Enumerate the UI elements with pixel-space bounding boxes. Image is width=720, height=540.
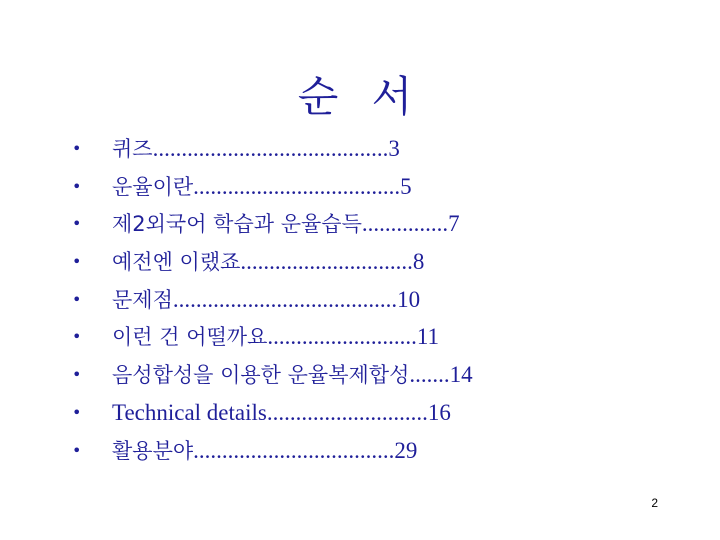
toc-item-page: 7 (448, 211, 460, 237)
table-of-contents (72, 130, 473, 469)
toc-item-dots: .......................... (267, 324, 417, 350)
toc-item-dots: ....... (409, 362, 450, 388)
toc-item-label: 음성합성을 이용한 운율복제합성 (112, 363, 410, 388)
page-number: 2 (651, 496, 658, 510)
bullet-icon: • (72, 402, 82, 422)
toc-item-page: 3 (388, 136, 400, 161)
bullet-icon: • (72, 440, 82, 460)
toc-item (72, 394, 473, 432)
toc-item-page: 11 (416, 324, 440, 350)
toc-item (72, 432, 473, 470)
toc-item-dots: ......................................... (152, 136, 389, 161)
toc-item-dots: ................................... (193, 437, 395, 463)
bullet-icon: • (72, 289, 82, 309)
toc-item-dots: ............................ (266, 399, 428, 425)
toc-item-page: 10 (397, 286, 421, 312)
toc-item-page: 8 (412, 249, 425, 275)
toc-item-label: 활용분야 (112, 438, 194, 463)
bullet-icon: • (72, 252, 82, 272)
toc-item-label: 이런 건 어떨까요 (112, 325, 268, 350)
toc-item (72, 281, 473, 319)
toc-item-page: 14 (449, 362, 473, 388)
toc-item-label: 문제점 (112, 287, 173, 312)
toc-item (72, 318, 473, 356)
bullet-icon: • (72, 365, 82, 385)
toc-item-page: 29 (394, 437, 418, 463)
toc-item-dots: .................................... (193, 173, 401, 199)
toc-item-dots: ....................................... (172, 286, 398, 312)
toc-item (72, 205, 473, 243)
slide-title: 순 서 (297, 72, 423, 121)
toc-item-label: 제2외국어 학습과 운율습득 (112, 212, 362, 237)
toc-item (72, 243, 473, 281)
toc-item-page: 5 (400, 173, 412, 199)
bullet-icon: • (72, 176, 82, 196)
toc-item (72, 168, 473, 206)
toc-item (72, 130, 473, 168)
toc-item-dots: .............................. (240, 249, 413, 275)
toc-item-label: 운율이란 (112, 174, 194, 199)
bullet-icon: • (72, 139, 82, 158)
toc-item (72, 356, 473, 394)
toc-item-dots: ............... (361, 211, 449, 237)
toc-item-label: 예전엔 이랬죠 (112, 250, 241, 275)
toc-item-label: Technical details (112, 399, 267, 425)
bullet-icon: • (72, 327, 82, 347)
toc-item-page: 16 (427, 399, 451, 425)
toc-item-label: 퀴즈 (112, 137, 153, 161)
bullet-icon: • (72, 214, 82, 234)
